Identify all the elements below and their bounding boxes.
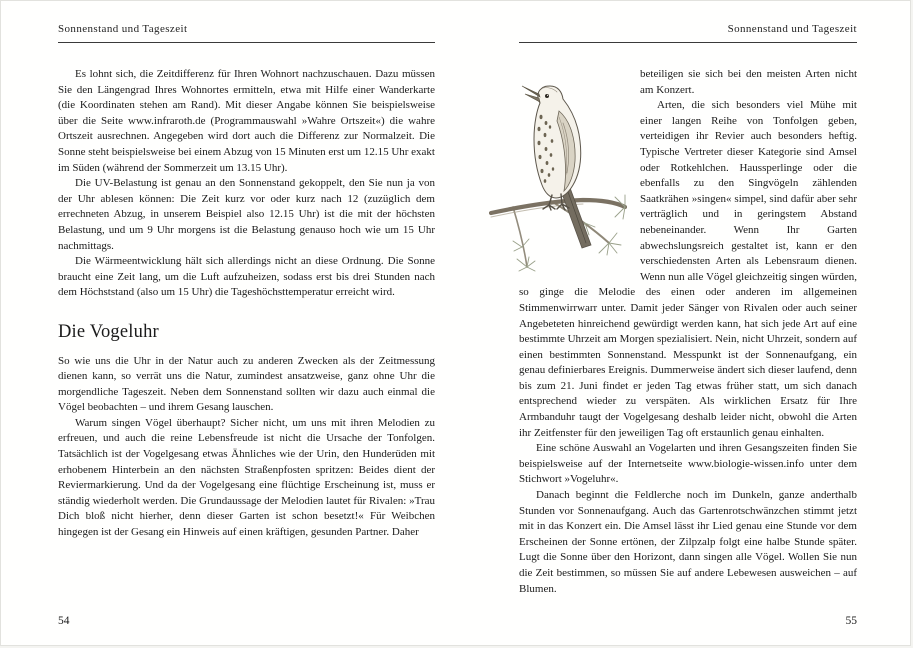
paragraph: Eine schöne Auswahl an Vogelarten und ihren Gesangszeiten finden Sie beispielsweise auf der Internetseite www.biologie-wissen.info unter dem Stichwort »Vogeluhr«. xyxy=(519,442,857,486)
paragraph: Die Wärmeentwicklung hält sich allerdings nicht an diese Ordnung. Die Sonne braucht eine Zeit lang, um die Luft aufzuheizen, sodass erst bis drei Stunden nach dem Höchststand (also um 15 Uhr) die Tageshöchsttemperatur erreicht wird. xyxy=(58,255,435,299)
paragraph: Es lohnt sich, die Zeitdifferenz für Ihren Wohnort nachzuschauen. Dazu müssen Sie den Längengrad Ihres Wohnortes ermitteln, etwa mit Hilfe einer Wanderkarte (die Koordinaten stehen am Rand). Mit dieser Angabe können Sie beispielsweise über die Seite www.infraroth.de (Programmauswahl »Wahre Ortszeit«) die wahre Ortszeit ausrechnen. Angegeben wird dort auch die Differenz zur Normalzeit. Die Sonne steht beispielsweise bei einem Abzug von 15 Minuten erst um 12.15 Uhr exakt im Süden (während der Sommerzeit um 13.15 Uhr). xyxy=(58,68,435,174)
paragraph: So wie uns die Uhr in der Natur auch zu anderen Zwecken als der Zeitmessung dienen kann, so verrät uns die Natur, zumindest ansatzweise, ganz ohne Uhr die morgendliche Tageszeit. Neben dem Sonnenstand sollten wir dazu auch einmal die Vögel beobachten – und ihrem Gesang lauschen. xyxy=(58,354,435,414)
section-heading-vogeluhr: Die Vogeluhr xyxy=(58,321,159,342)
song-thrush-icon xyxy=(489,61,627,273)
page-left-body xyxy=(58,67,435,541)
paragraph: Arten, die sich besonders viel Mühe mit einer langen Reihe von Tonfolgen geben, verteidigen ihr Revier auch besonders heftig. Typische Vertreter dieser Kategorie sind Amsel oder Rotkehlchen. Haussperlinge oder die ebenfalls zu den Singvögeln zählenden Saatkrähen »singen« simpel, sind dafür aber sehr verträglich und in geringstem Abstand nebeneinander. Wenn Ihr Garten abwechslungsreich gestaltet ist, kann er den verschiedensten Arten als Lebensraum dienen. Wenn nun alle Vögel gleichzeitig singen würden, so ginge die Melodie des einen oder anderen im allgemeinen Stimmenwirrwarr unter. Damit jeder Sänger von Rivalen oder auch seiner Angebeteten hinreichend gewürdigt werden kann, hat sich jede Art auf eine bestimmte Uhrzeit am Morgen spezialisiert. Nein, nicht Uhrzeit, sondern auf einen bestimmten Sonnenstand. Messpunkt ist der Sonnenaufgang, ein genau definierbares Ereignis. Dummerweise ändert sich dieser laufend, denn bis zum 21. Juni findet er jeden Tag etwas früher statt, um sich danach entsprechend wieder zu verspäten. Als wirklichen Ersatz für Ihre Armbanduhr taugt der Vogelgesang deshalb leider nicht, obwohl die Arten ihr Zeitfenster für den jeweiligen Tag oft erstaunlich genau einhalten. xyxy=(519,99,857,439)
paragraph: Die UV-Belastung ist genau an den Sonnenstand gekoppelt, den Sie nun ja von der Uhr ablesen können: Die Zeit kurz vor oder kurz nach 12 (zuzüglich dem errechneten Abzug, in unserem Beispiel also 12.15 Uhr) ist die mit der höchsten Belastung, und um 9 Uhr morgens ist die Belastung genauso hoch wie um 15 Uhr nachmittags. xyxy=(58,177,435,252)
paragraph: beteiligen sie sich bei den meisten Arten nicht am Konzert. xyxy=(640,68,857,96)
paragraph: Warum singen Vögel überhaupt? Sicher nicht, um uns mit ihren Melodien zu erfreuen, und auch die reine Lebensfreude ist nicht die Ursache der Tonfolgen. Tatsächlich ist der Vogelgesang etwas Ähnliches wie der Urin, den Hunderüden mit erhobenem Hinterbein an den nächsten Straßenpfosten spritzen: Beides dient der Reviermarkierung. Und da der Vogelgesang eine flüchtige Erscheinung ist, muss er ständig wiederholt werden. Die Grundaussage der Melodien lautet für Rivalen: »Trau Dich bloß nicht hierher, denn dieser Garten ist schon besetzt!« Für Weibchen hingegen ist der Gesang ein Hinweis auf einen kräftigen, gesunden Partner. Daher xyxy=(58,416,435,539)
page-number-left: 54 xyxy=(58,615,70,627)
running-header-right: Sonnenstand und Tageszeit xyxy=(519,23,857,43)
paragraph: Danach beginnt die Feldlerche noch im Dunkeln, ganze anderthalb Stunden vor Sonnenaufgang. Auch das Gartenrotschwänzchen stimmt jetzt mit in das Konzert ein. Die Amsel lässt ihr Lied genau eine Stunde vor dem Erscheinen der Sonne ertönen, der Zilpzalp folgt eine halbe Stunde später. Lugt die Sonne über den Horizont, dann singen alle Vögel. Wollen Sie nun die Zeit bestimmen, so müssen Sie auf andere Lebewesen ausweichen – auf Blumen. xyxy=(519,489,857,595)
running-header-left: Sonnenstand und Tageszeit xyxy=(58,23,435,43)
page-left xyxy=(58,23,435,627)
bird-illustration xyxy=(489,61,627,273)
page-right-body xyxy=(519,67,857,597)
page-number-right: 55 xyxy=(845,615,857,627)
page-right xyxy=(519,23,857,627)
